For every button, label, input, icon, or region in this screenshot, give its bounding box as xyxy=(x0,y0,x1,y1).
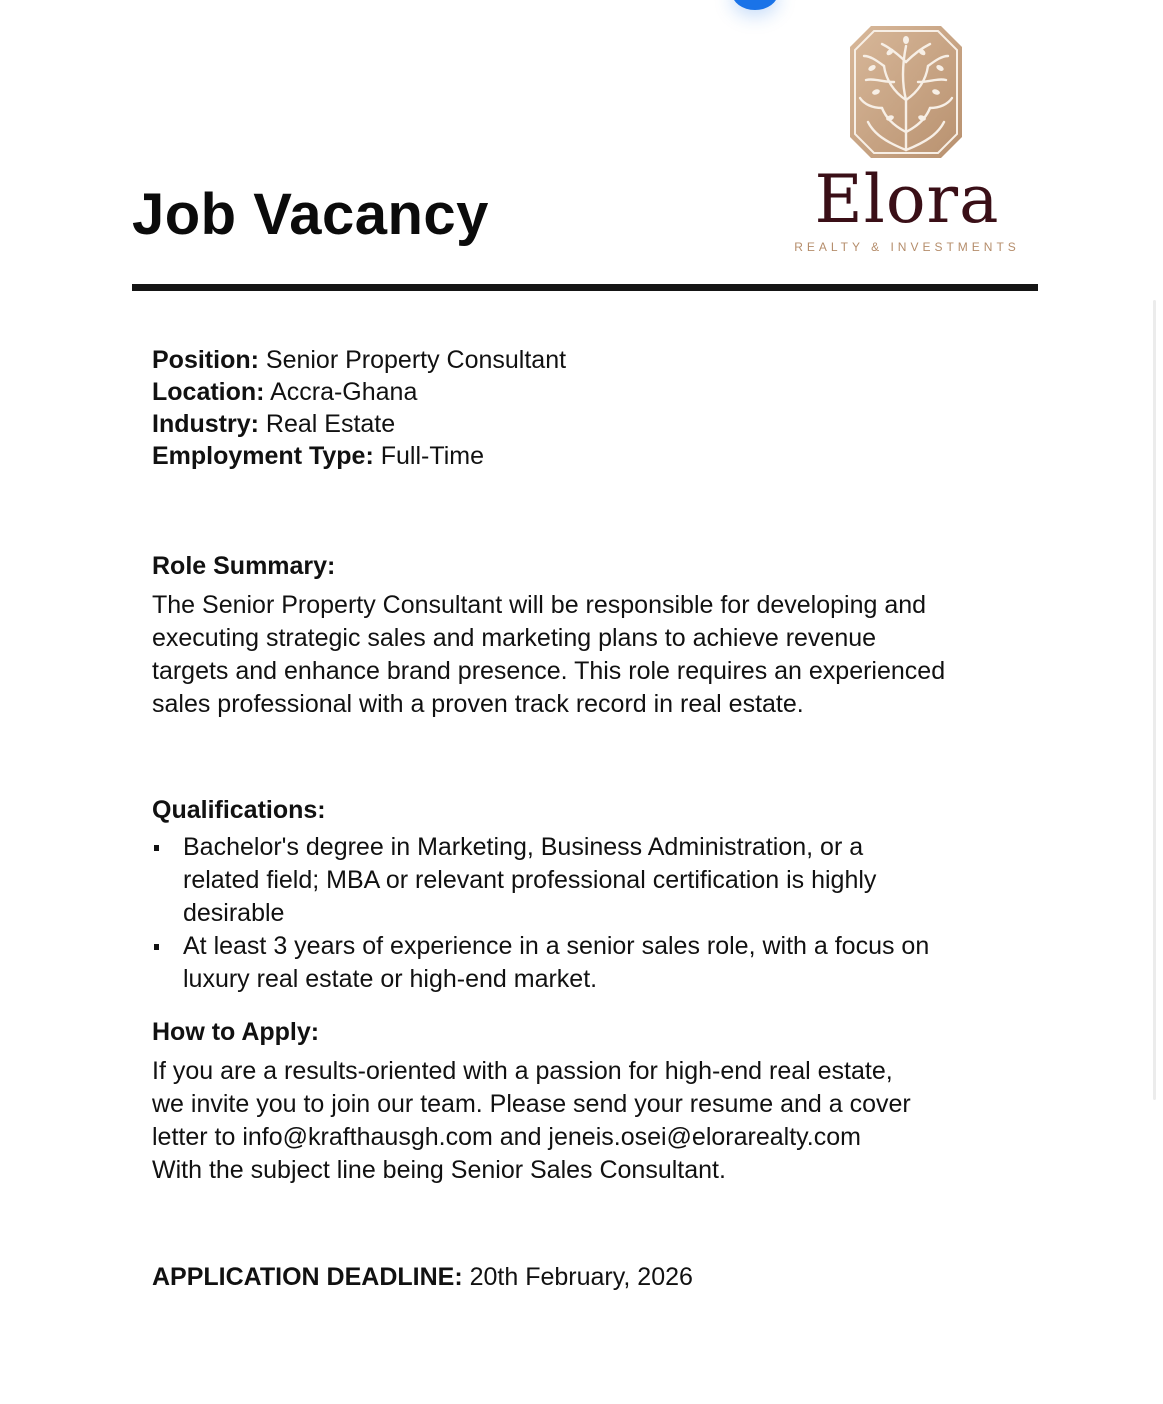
location-line xyxy=(152,376,1032,408)
apply-line: letter to info@krafthausgh.com and jeneis.osei@elorarealty.com xyxy=(152,1123,861,1151)
qualifications-title: Qualifications: xyxy=(152,796,326,824)
how-to-apply-text xyxy=(152,1055,1032,1187)
deadline-label: APPLICATION DEADLINE: xyxy=(152,1263,463,1291)
job-details xyxy=(152,344,1032,1294)
role-summary-title: Role Summary: xyxy=(152,552,336,580)
role-summary-line: executing strategic sales and marketing plans to achieve revenue xyxy=(152,624,877,652)
position-line xyxy=(152,344,1032,376)
industry-value: Real Estate xyxy=(265,410,396,438)
employment-label: Employment Type: xyxy=(152,442,374,470)
employment-value: Full-Time xyxy=(380,442,484,470)
floating-action-dot[interactable] xyxy=(732,0,778,10)
bullet-icon xyxy=(154,944,159,950)
employment-line xyxy=(152,440,1032,472)
qualifications-list xyxy=(152,831,1032,996)
location-value: Accra-Ghana xyxy=(270,378,418,406)
scrollbar-track[interactable] xyxy=(1153,300,1156,1100)
page-title: Job Vacancy xyxy=(132,182,489,247)
industry-line xyxy=(152,408,1032,440)
qualification-line: luxury real estate or high-end market. xyxy=(183,965,598,993)
apply-line: we invite you to join our team. Please send your resume and a cover xyxy=(152,1090,911,1118)
bullet-icon xyxy=(154,845,159,851)
qualification-line: related field; MBA or relevant professional certification is highly xyxy=(183,866,877,894)
list-item xyxy=(152,831,1032,930)
logo-tagline: REALTY & INVESTMENTS xyxy=(794,240,1020,254)
role-summary-text xyxy=(152,589,1032,721)
how-to-apply-title: How to Apply: xyxy=(152,1018,320,1046)
header-divider xyxy=(132,284,1038,291)
list-item xyxy=(152,930,1032,996)
qualification-line: Bachelor's degree in Marketing, Business Administration, or a xyxy=(183,833,864,861)
role-summary-line: The Senior Property Consultant will be responsible for developing and xyxy=(152,591,927,619)
apply-line: If you are a results-oriented with a passion for high-end real estate, xyxy=(152,1057,893,1085)
industry-label: Industry: xyxy=(152,410,259,438)
qualification-line: desirable xyxy=(183,899,285,927)
role-summary-line: sales professional with a proven track record in real estate. xyxy=(152,690,804,718)
location-label: Location: xyxy=(152,378,265,406)
logo-wordmark: Elora xyxy=(814,161,1000,238)
tree-emblem-icon xyxy=(846,22,966,162)
apply-line: With the subject line being Senior Sales Consultant. xyxy=(152,1156,726,1184)
application-deadline xyxy=(152,1261,1032,1294)
deadline-value: 20th February, 2026 xyxy=(469,1263,693,1291)
position-value: Senior Property Consultant xyxy=(265,346,567,374)
role-summary-line: targets and enhance brand presence. This role requires an experienced xyxy=(152,657,946,685)
position-label: Position: xyxy=(152,346,259,374)
company-logo xyxy=(776,22,1038,262)
qualification-line: At least 3 years of experience in a senior sales role, with a focus on xyxy=(183,932,930,960)
